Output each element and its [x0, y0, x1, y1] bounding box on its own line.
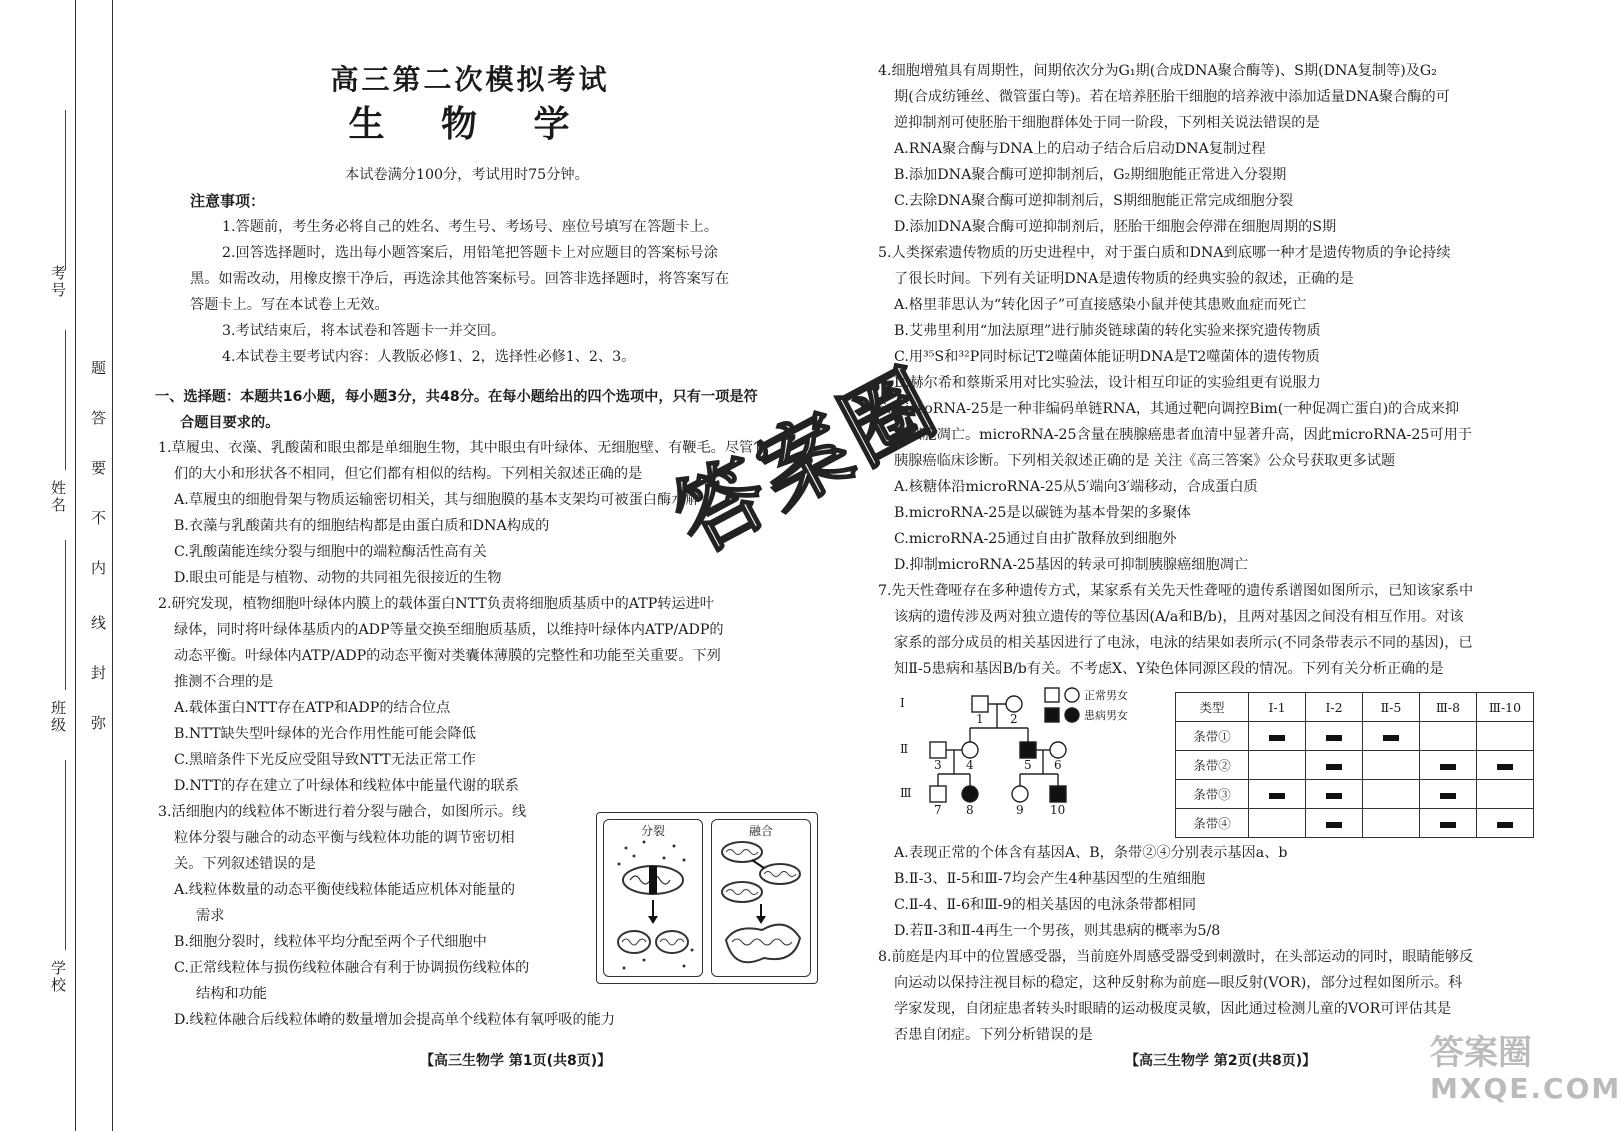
gel-cell [1420, 751, 1477, 780]
right-line-5: B.添加DNA聚合酶可逆抑制剂后，G₂期细胞能正常进入分裂期 [894, 167, 1287, 183]
gen-label-3: Ⅲ [900, 786, 912, 800]
gen-label-2: Ⅱ [900, 742, 909, 756]
left-line-6: D.眼虫可能是与植物、动物的共同祖先很接近的生物 [174, 570, 502, 586]
q7-option-d: D.若Ⅱ-3和Ⅱ-4再生一个男孩，则其患病的概率为5/8 [894, 923, 1221, 939]
note-line-2: 2.回答选择题时，选出每小题答案后，用铅笔把答题卡上对应题目的答案标号涂 [222, 245, 718, 261]
right-line-6: C.去除DNA聚合酶可逆抑制剂后，S期细胞能正常完成细胞分裂 [894, 193, 1294, 209]
right-line-10: A.格里菲思认为“转化因子”可直接感染小鼠并使其患败血症而死亡 [894, 297, 1307, 313]
gel-band [1269, 793, 1285, 799]
gel-cell [1249, 722, 1306, 751]
left-line-9: 动态平衡。叶绿体内ATP/ADP的动态平衡对类囊体薄膜的完整性和功能至关重要。下列 [174, 648, 721, 664]
binding-line-inner [112, 0, 113, 1131]
seal-char-7: 封 [89, 665, 107, 682]
field-line-name [65, 330, 66, 470]
pedigree-num-6: 6 [1054, 758, 1062, 772]
gel-cell [1477, 809, 1534, 838]
gel-row-label: 条带② [1176, 751, 1249, 780]
fusion-panel [711, 819, 811, 977]
seal-char-6: 线 [89, 615, 107, 632]
fusion-label: 融合 [748, 824, 773, 838]
q3-line-5: 需求 [196, 908, 225, 924]
pedigree-num-8: 8 [966, 803, 974, 817]
q8-line-3: 学家发现，自闭症患者转头时眼睛的运动极度灵敏，因此通过检测儿童的VOR可评估其是 [894, 1001, 1452, 1017]
watermark-corner-top: 答案圈 [1430, 1033, 1532, 1073]
q3-line-6: B.细胞分裂时，线粒体平均分配至两个子代细胞中 [174, 934, 487, 950]
gel-row-label: 条带① [1176, 722, 1249, 751]
right-line-24: 知Ⅱ-5患病和基因B/b有关。不考虑X、Y染色体同源区段的情况。下列有关分析正确的是 [894, 661, 1444, 677]
q3-line-2: 粒体分裂与融合的动态平衡与线粒体功能的调节密切相 [174, 830, 515, 846]
fission-panel [603, 819, 703, 977]
mitochondria-figure [596, 812, 818, 984]
q8-line-1: 8.前庭是内耳中的位置感受器，当前庭外周感受器受到刺激时，在头部运动的同时，眼睛能够反 [878, 949, 1474, 965]
footer-left: 【高三生物学 第1页(共8页)】 [420, 1053, 612, 1069]
label-school: 学校 [49, 960, 67, 994]
section-heading-1: 一、选择题：本题共16小题，每小题3分，共48分。在每小题给出的四个选项中，只有一项是符 [155, 389, 758, 405]
fission-drawing [604, 820, 702, 976]
right-line-13: D.赫尔希和蔡斯采用对比实验法，设计相互印证的实验组更有说服力 [894, 375, 1321, 391]
q3-line-7: C.正常线粒体与损伤线粒体融合有利于协调损伤线粒体的 [174, 960, 530, 976]
label-name: 姓名 [49, 480, 67, 514]
left-line-4: B.衣藻与乳酸菌共有的细胞结构都是由蛋白质和DNA构成的 [174, 518, 550, 534]
q7-option-a: A.表现正常的个体含有基因A、B，条带②④分别表示基因a、b [894, 845, 1288, 861]
gel-band [1440, 793, 1456, 799]
q8-line-2: 向运动以保持注视目标的稳定，这种反射称为前庭—眼反射(VOR)，部分过程如图所示。科 [894, 975, 1463, 991]
section-heading-2: 合题目要求的。 [180, 415, 280, 431]
pedigree-num-4: 4 [966, 758, 974, 772]
right-line-4: A.RNA聚合酶与DNA上的启动子结合后启动DNA复制过程 [894, 141, 1266, 157]
gel-cell [1363, 722, 1420, 751]
q3-line-3: 关。下列叙述错误的是 [174, 856, 316, 872]
left-line-8: 绿体，同时将叶绿体基质内的ADP等量交换至细胞质基质，以维持叶绿体内ATP/ADP的 [174, 622, 724, 638]
legend-normal: 正常男女 [1084, 689, 1128, 702]
left-line-5: C.乳酸菌能连续分裂与细胞中的端粒酶活性高有关 [174, 544, 487, 560]
gel-band [1269, 735, 1285, 741]
pedigree-num-3: 3 [934, 758, 942, 772]
right-line-20: D.抑制microRNA-25基因的转录可抑制胰腺癌细胞凋亡 [894, 557, 1249, 573]
gel-row [1176, 809, 1534, 838]
right-line-7: D.添加DNA聚合酶可逆抑制剂后，胚胎干细胞会停滞在细胞周期的S期 [894, 219, 1337, 235]
q7-option-b: B.Ⅱ-3、Ⅱ-5和Ⅲ-7均会产生4种基因型的生殖细胞 [894, 871, 1206, 887]
fission-label: 分裂 [640, 824, 665, 838]
right-line-23: 家系的部分成员的相关基因进行了电泳，电泳的结果如表所示(不同条带表示不同的基因)，已 [894, 635, 1473, 651]
left-line-14: D.NTT的存在建立了叶绿体和线粒体中能量代谢的联系 [174, 778, 519, 794]
gel-header-cell: 类型 [1176, 693, 1249, 722]
right-line-3: 逆抑制剂可使胚胎干细胞群体处于同一阶段，下列相关说法错误的是 [894, 115, 1320, 131]
gel-header-cell: Ⅰ-2 [1306, 693, 1363, 722]
gel-table [1175, 692, 1534, 838]
notes-heading: 注意事项： [190, 192, 266, 210]
left-line-2: 们的大小和形状各不相同，但它们都有相似的结构。下列相关叙述正确的是 [174, 466, 643, 482]
seal-char-2: 答 [89, 410, 107, 427]
seal-char-4: 不 [89, 510, 107, 527]
gel-cell [1306, 780, 1363, 809]
q7-option-c: C.Ⅱ-4、Ⅱ-6和Ⅲ-9的相关基因的电泳条带都相同 [894, 897, 1197, 913]
gel-cell [1363, 780, 1420, 809]
gel-band [1326, 793, 1342, 799]
right-line-18: B.microRNA-25是以碳链为基本骨架的多聚体 [894, 505, 1191, 521]
exam-title: 高三第二次模拟考试 [330, 63, 610, 96]
gel-cell [1249, 809, 1306, 838]
note-line-3: 黑。如需改动，用橡皮擦干净后，再选涂其他答案标号。回答非选择题时，将答案写在 [190, 271, 730, 287]
field-line-exam-no [65, 110, 66, 270]
q3-line-4: A.线粒体数量的动态平衡使线粒体能适应机体对能量的 [174, 882, 516, 898]
gel-cell [1249, 751, 1306, 780]
label-exam-no: 考号 [49, 265, 67, 299]
pedigree-chart [900, 690, 1170, 830]
gel-cell [1363, 751, 1420, 780]
gel-row [1176, 751, 1534, 780]
pedigree-num-9: 9 [1016, 803, 1024, 817]
left-line-12: B.NTT缺失型叶绿体的光合作用性能可能会降低 [174, 726, 476, 742]
right-line-19: C.microRNA-25通过自由扩散释放到细胞外 [894, 531, 1177, 547]
gel-cell [1477, 751, 1534, 780]
seal-char-3: 要 [89, 460, 107, 477]
gel-row [1176, 722, 1534, 751]
note-line-6: 4.本试卷主要考试内容：人教版必修1、2，选择性必修1、2、3。 [222, 349, 636, 365]
gel-header-cell: Ⅲ-10 [1477, 693, 1534, 722]
watermark-main: 答案圈 [658, 348, 956, 572]
gel-cell [1477, 722, 1534, 751]
gel-band [1326, 735, 1342, 741]
gel-row [1176, 780, 1534, 809]
left-line-7: 2.研究发现，植物细胞叶绿体内膜上的载体蛋白NTT负责将细胞质基质中的ATP转运进叶 [158, 596, 714, 612]
gel-band [1440, 764, 1456, 770]
gel-header-cell: Ⅰ-1 [1249, 693, 1306, 722]
right-line-2: 期(合成纺锤丝、微管蛋白等)。若在培养胚胎干细胞的培养液中添加适量DNA聚合酶的可 [894, 89, 1450, 105]
watermark-corner-bottom: MXQE.COM [1430, 1072, 1621, 1105]
gel-cell [1477, 780, 1534, 809]
right-line-15: 制细胞凋亡。microRNA-25含量在胰腺癌患者血清中显著升高，因此microRNA-25可用于 [894, 427, 1472, 443]
gel-cell [1363, 809, 1420, 838]
left-line-13: C.黑暗条件下光反应受阻导致NTT无法正常工作 [174, 752, 476, 768]
note-line-1: 1.答题前，考生务必将自己的姓名、考生号、考场号、座位号填写在答题卡上。 [222, 219, 718, 235]
right-line-8: 5.人类探索遗传物质的历史进程中，对于蛋白质和DNA到底哪一种才是遗传物质的争论持续 [878, 245, 1451, 261]
gel-band [1383, 735, 1399, 741]
right-line-11: B.艾弗里利用“加法原理”进行肺炎链球菌的转化实验来探究遗传物质 [894, 323, 1321, 339]
left-line-3: A.草履虫的细胞骨架与物质运输密切相关，其与细胞膜的基本支架均可被蛋白酶水解 [174, 492, 700, 508]
gel-cell [1306, 809, 1363, 838]
note-line-4: 答题卡上。写在本试卷上无效。 [190, 297, 389, 313]
gel-band [1497, 764, 1513, 770]
gel-row-label: 条带④ [1176, 809, 1249, 838]
binding-line-outer [75, 0, 76, 1131]
q3-line-8: 结构和功能 [196, 986, 267, 1002]
label-class: 班级 [49, 700, 67, 734]
right-line-16: 胰腺癌临床诊断。下列相关叙述正确的是 关注《高三答案》公众号获取更多试题 [894, 453, 1396, 469]
gen-label-1: Ⅰ [900, 696, 905, 710]
q8-line-4: 否患自闭症。下列分析错误的是 [894, 1027, 1093, 1043]
field-line-class [65, 540, 66, 690]
fusion-drawing [712, 820, 810, 976]
left-line-1: 1.草履虫、衣藻、乳酸菌和眼虫都是单细胞生物，其中眼虫有叶绿体、无细胞壁、有鞭毛。尽管它 [158, 440, 768, 456]
right-line-22: 该病的遗传涉及两对独立遗传的等位基因(A/a和B/b)，且两对基因之间没有相互作用。对该 [894, 609, 1464, 625]
gel-cell [1306, 722, 1363, 751]
exam-info: 本试卷满分100分，考试用时75分钟。 [345, 167, 589, 183]
gel-header-cell: Ⅱ-5 [1363, 693, 1420, 722]
q3-line-1: 3.活细胞内的线粒体不断进行着分裂与融合，如图所示。线 [158, 804, 527, 820]
right-line-9: 了很长时间。下列有关证明DNA是遗传物质的经典实验的叙述，正确的是 [894, 271, 1354, 287]
note-line-5: 3.考试结束后，将本试卷和答题卡一并交回。 [222, 323, 506, 339]
seal-char-8: 弥 [89, 715, 107, 732]
right-line-21: 7.先天性聋哑存在多种遗传方式，某家系有关先天性聋哑的遗传系谱图如图所示，已知该家系中 [878, 583, 1474, 599]
footer-right: 【高三生物学 第2页(共8页)】 [1125, 1053, 1317, 1069]
right-line-17: A.核糖体沿microRNA-25从5′端向3′端移动，合成蛋白质 [894, 479, 1258, 495]
gel-header-row [1176, 693, 1534, 722]
pedigree-num-10: 10 [1050, 803, 1066, 817]
right-line-14: 6.microRNA-25是一种非编码单链RNA，其通过靶向调控Bim(一种促凋亡蛋白)的合成来抑 [878, 401, 1460, 417]
gel-band [1326, 822, 1342, 828]
left-line-10: 推测不合理的是 [174, 674, 274, 690]
gel-cell [1420, 809, 1477, 838]
pedigree-num-5: 5 [1024, 758, 1032, 772]
gel-cell [1249, 780, 1306, 809]
left-line-11: A.载体蛋白NTT存在ATP和ADP的结合位点 [174, 700, 451, 716]
seal-char-5: 内 [89, 560, 107, 577]
seal-char-1: 题 [89, 360, 107, 377]
gel-band [1497, 822, 1513, 828]
gel-band [1326, 764, 1342, 770]
legend-affected: 患病男女 [1084, 709, 1128, 722]
gel-band [1440, 822, 1456, 828]
gel-cell [1420, 780, 1477, 809]
pedigree-num-1: 1 [976, 712, 984, 726]
gel-header-cell: Ⅲ-8 [1420, 693, 1477, 722]
right-line-12: C.用³⁵S和³²P同时标记T2噬菌体能证明DNA是T2噬菌体的遗传物质 [894, 349, 1320, 365]
right-line-1: 4.细胞增殖具有周期性，间期依次分为G₁期(合成DNA聚合酶等)、S期(DNA复制等)及G₂ [878, 63, 1437, 79]
pedigree-num-2: 2 [1010, 712, 1018, 726]
gel-cell [1306, 751, 1363, 780]
field-line-school [65, 760, 66, 950]
gel-cell [1420, 722, 1477, 751]
q3-line-9: D.线粒体融合后线粒体嵴的数量增加会提高单个线粒体有氧呼吸的能力 [174, 1012, 616, 1028]
pedigree-num-7: 7 [934, 803, 942, 817]
subject-title: 生 物 学 [348, 104, 592, 145]
gel-row-label: 条带③ [1176, 780, 1249, 809]
